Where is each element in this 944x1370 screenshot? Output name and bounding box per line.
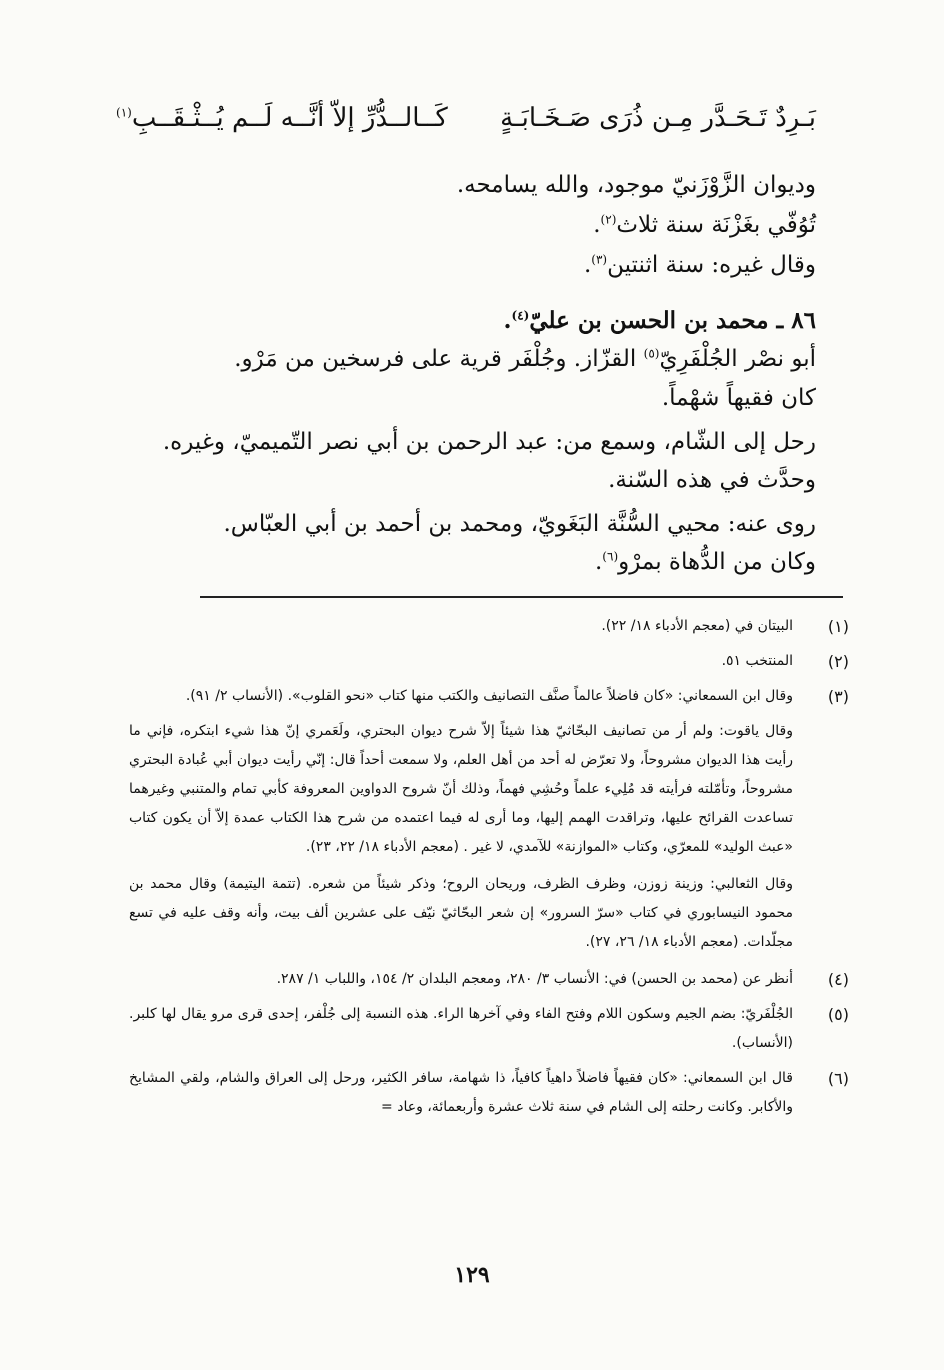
footnote (129, 612, 849, 641)
body-line (116, 429, 816, 455)
footnote-ref: (٦) (602, 549, 619, 564)
footnote (129, 1064, 849, 1122)
footnote-ref: (٢) (600, 212, 617, 227)
body-line-tail: القزّاز. وجُلْفَر قرية على فرسخين من مَرْو. (234, 346, 644, 372)
body-line (116, 511, 816, 537)
verse-hemistich-2-text: كَــالــدُّرِّ إلاّ أنَّــه لَــم يُــثْـقَــبِ (131, 103, 448, 133)
footnote-separator (200, 596, 843, 598)
body-line-text: تُوُفّي بغَزْنَة سنة ثلاث (616, 212, 816, 238)
footnote-text: قال ابن السمعاني: «كان فقيهاً فاضلاً داهياً كافياً، ذا شهامة، سافر الكثير، ورحل إلى العراق والشام، ولقي المشايخ والأكابر. وكانت رحلته إلى الشام في سنة ثلاث عشرة وأربعمائة، وعاد = (129, 1070, 793, 1115)
verse-hemistich-1: بَـرِدٌ تَـحَـدَّر مِـن ذُرَى صَـخَـابَـةٍ (500, 103, 816, 133)
footnote-number: (٣) (827, 687, 849, 706)
body-line-tail: . (594, 549, 603, 575)
footnote-ref: (٥) (643, 346, 660, 361)
footnote-number: (٦) (827, 1069, 849, 1088)
entry-heading-tail: . (503, 307, 512, 334)
body-line-text: وقال غيره: سنة اثنتين (607, 252, 816, 278)
body-line-tail: . (593, 212, 601, 238)
body-line-text: كان فقيهاً شهْماً. (661, 385, 816, 411)
body-line (116, 467, 816, 493)
body-line-text: وكان من الدُّهاة بمرْو (618, 549, 816, 575)
footnote-text: البيتان في (معجم الأدباء ١٨/ ٢٢). (601, 618, 793, 634)
footnote-number: (٢) (827, 652, 849, 671)
body-line (116, 172, 816, 198)
footnote-text: أنظر عن (محمد بن الحسن) في: الأنساب ٣/ ٢٨٠، ومعجم البلدان ٢/ ١٥٤، واللباب ١/ ٢٨٧. (276, 971, 793, 987)
body-line-text: أبو نصْر الجُلْفَرِيّ (659, 346, 816, 372)
body-line (116, 252, 816, 278)
footnote (129, 647, 849, 676)
footnote-ref: (٤) (511, 308, 530, 323)
entry-heading-text: ٨٦ ـ محمد بن الحسن بن عليّ (529, 307, 816, 334)
body-line (116, 346, 816, 372)
footnote (129, 965, 849, 994)
entry-heading (116, 307, 816, 334)
footnote-text: المنتخب ٥١. (721, 653, 793, 669)
footnote-ref: (٣) (591, 252, 608, 267)
verse-hemistich-2 (116, 103, 448, 133)
body-line-text: روى عنه: محيي السُّنَّة البَغَويّ، ومحمد بن أحمد بن أبي العبّاس. (223, 511, 816, 537)
body-line-text: وديوان الزَّوْزَنيّ موجود، والله يسامحه. (456, 172, 816, 198)
body-line (116, 385, 816, 411)
footnote-text: وقال الثعالبي: وزينة زوزن، وظرف الظرف، وريحان الروح؛ وذكر شيئاً من شعره. (تتمة اليتيمة) وقال محمد بن محمود النيسابوري في كتاب «سرّ السرور» إن شعر البحّاثيّ نيّف على عشرين ألف بيت، وأنه وقف عليه في تسع مجلّدات. (معجم الأدباء ١٨/ ٢٦، ٢٧). (129, 876, 793, 950)
footnote-text: الجُلْفَريّ: بضم الجيم وسكون اللام وفتح الفاء وفي آخرها الراء. هذه النسبة إلى جُلْفر، إحدى قرى مرو يقال لها كلبر. (الأنساب). (129, 1006, 793, 1051)
body-line (116, 212, 816, 238)
footnote (129, 1000, 849, 1058)
page-number: ١٢٩ (454, 1262, 490, 1288)
footnote-ref: (١) (116, 105, 132, 120)
footnote-text: وقال ابن السمعاني: «كان فاضلاً عالماً صنَّف التصانيف والكتب منها كتاب «نحو القلوب». (الأنساب ٢/ ٩١). (185, 688, 793, 704)
footnotes (129, 612, 849, 1128)
footnote-number: (١) (827, 617, 849, 636)
body-line-tail: . (583, 252, 592, 278)
poem-verse (116, 103, 816, 133)
footnote-number: (٤) (827, 970, 849, 989)
footnote-text: وقال ياقوت: ولم أر من تصانيف البحّاثيّ هذا شيئاً إلاّ شرح ديوان البحتري، ولَعَمري إنّ هذا شيء ابتكره، فإني ما رأيت هذا الديوان مشروحاً، ولا تعرّض له أحد من أهل العلم، ولا سمعت أحداً قال: إنّي رأيت ديوان أبي عُبادة البحتري مشروحاً، وتأمّلته فرأيته قد مُلِيء علماً وحُشِي فهماً، وذلك أنّ شروح الدواوين المعروفة كأبي تمام والمتنبي وغيرهما تساعدت القرائح عليها، وتراقدت الهمم إليها، وما أرى له فيما اعتمده من شرح هذا الكتاب عمدة إلاّ أن يكون كتاب «عبث الوليد» للمعرّي، وكتاب «الموازنة» للآمدي، لا غير . (معجم الأدباء ١٨/ ٢٢، ٢٣). (129, 723, 793, 855)
body-line-text: رحل إلى الشّام، وسمع من: عبد الرحمن بن أبي نصر التّميميّ، وغيره. (162, 429, 816, 455)
footnote (129, 682, 849, 711)
body-line-text: وحدَّث في هذه السّنة. (608, 467, 816, 493)
body-line (116, 549, 816, 575)
footnote-number: (٥) (827, 1005, 849, 1024)
